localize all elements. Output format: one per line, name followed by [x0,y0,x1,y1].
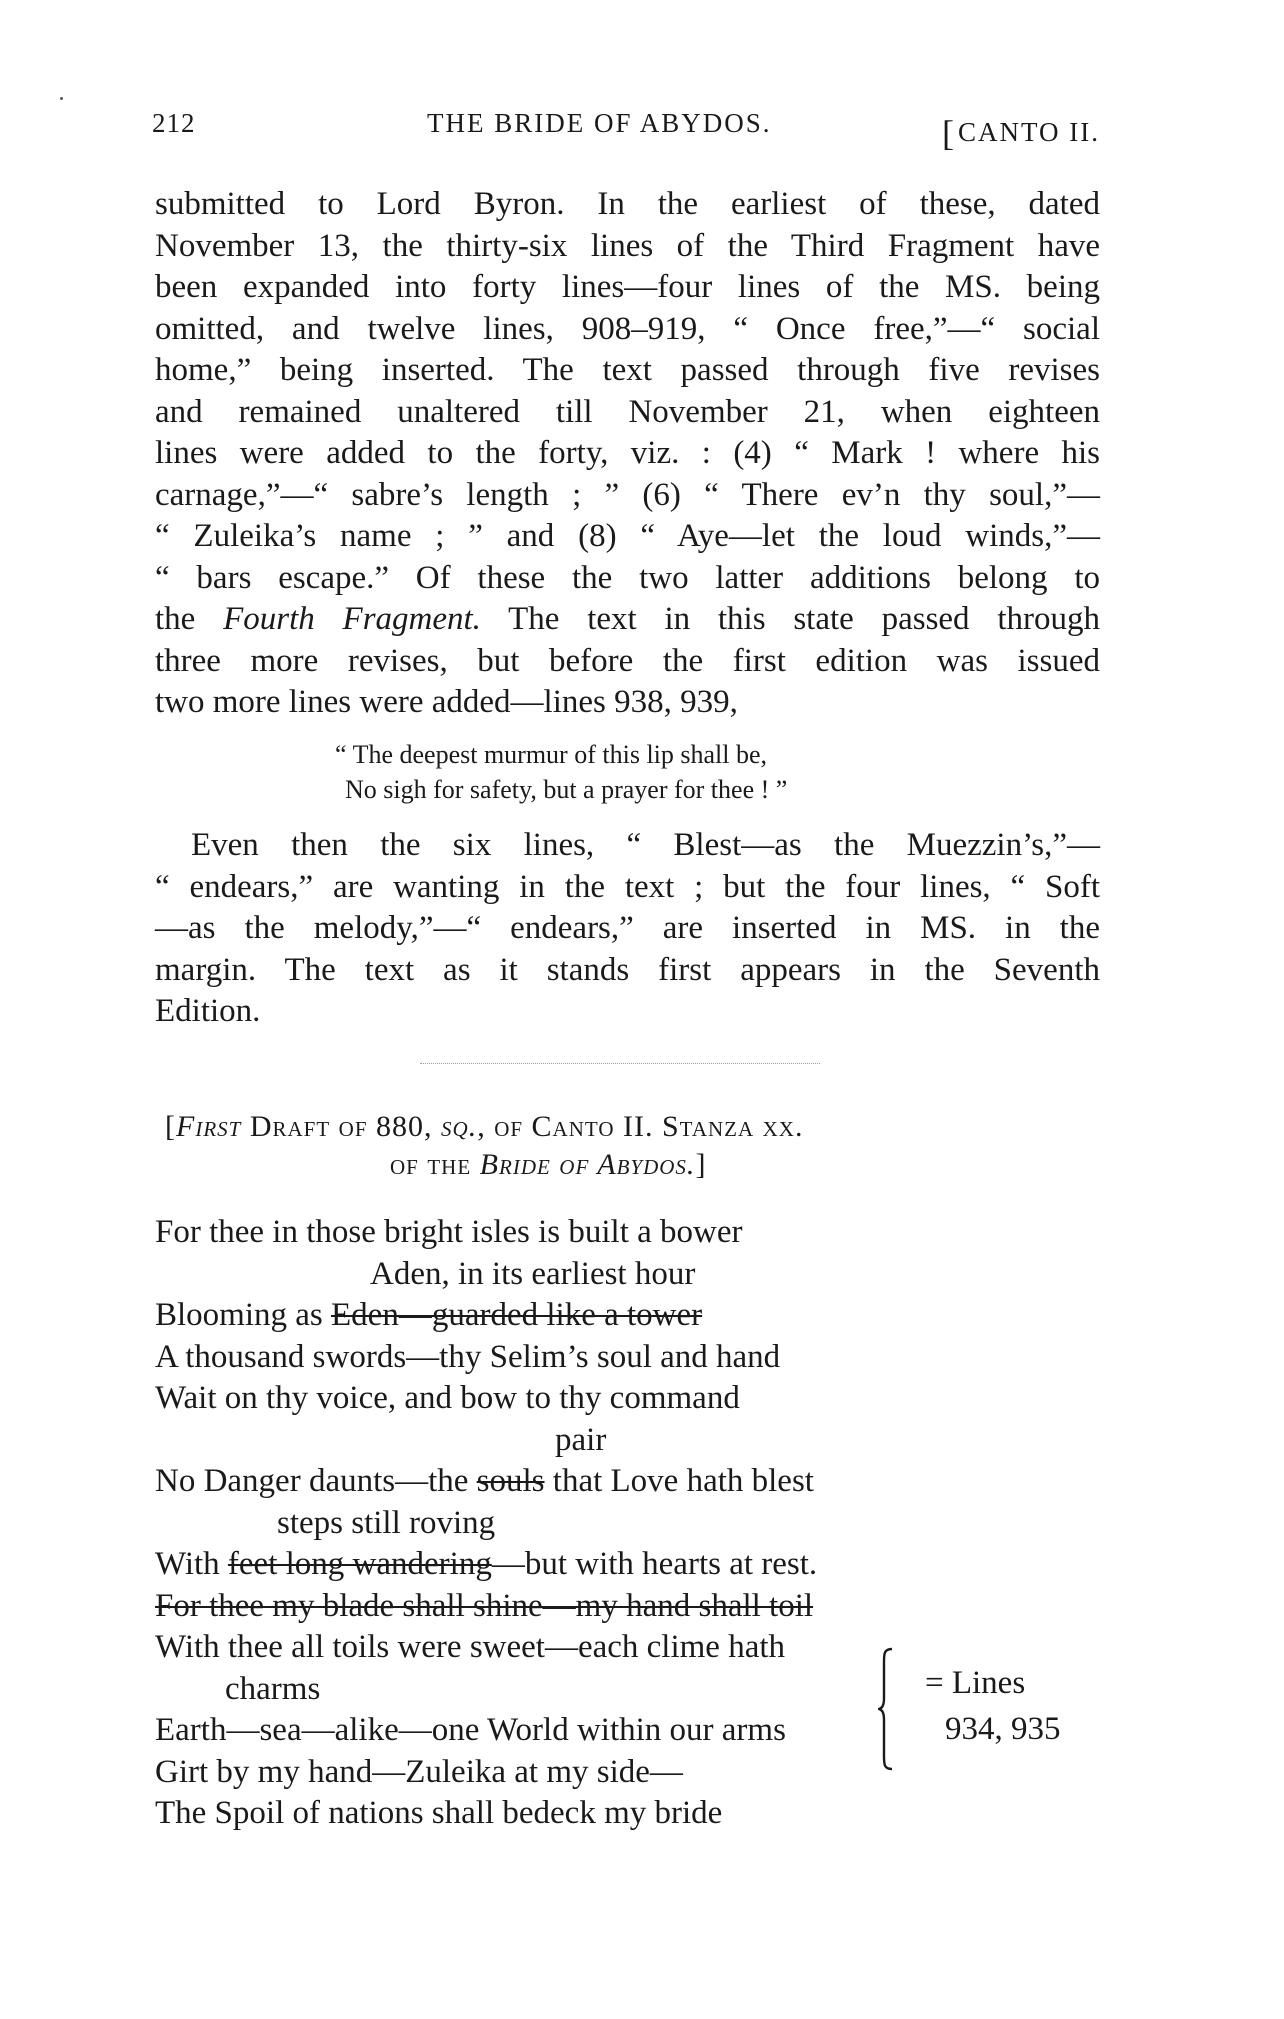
quote-line: “ The deepest murmur of this lip shall be, [335,740,768,769]
section-divider [420,1063,820,1066]
paragraph-2 [155,825,1100,1033]
poem-insertion: steps still roving [277,1504,496,1541]
running-title: THE BRIDE OF ABYDOS. [427,108,772,138]
italic-fourth-fragment: Fourth Fragment. [223,601,481,637]
poem-line: With feet long wandering—but with hearts at rest. [155,1546,818,1582]
struck-text: For thee my blade shall shine—my hand shall toil [155,1587,814,1624]
text-line: Even then the six lines, “ Blest—as the Muezzin’s,”— [191,827,1100,863]
poem-line: No Danger daunts—the souls that Love hath blest [155,1463,814,1499]
quote-line: No sigh for safety, but a prayer for thee ! ” [345,775,788,804]
text-line: “ endears,” are wanting in the text ; but the four lines, “ Soft [155,868,1100,905]
struck-text: souls [476,1463,545,1499]
poem-insertion: pair [555,1421,607,1458]
poem-line [155,1586,915,1628]
struck-text: feet long wandering [227,1546,492,1582]
print-speck [60,97,63,100]
text-line: submitted to Lord Byron. In the earliest of these, dated [155,186,1100,222]
margin-note: = Lines 934, 935 [925,1665,1061,1747]
paragraph-1 [155,184,1100,724]
page-number: 212 [152,108,196,138]
text-line: been expanded into forty lines—four lines of the MS. being [155,269,1100,305]
text-line: November 13, the thirty-six lines of the Third Fragment have [155,227,1100,264]
poem-line: Earth—sea—alike—one World within our arms [155,1712,786,1748]
curly-brace-icon [878,1646,898,1772]
running-header [152,108,1100,153]
text-line: the Fourth Fragment. The text in this state passed through [155,601,1100,637]
poem-line: For thee in those bright isles is built a bower [155,1214,743,1250]
section-heading: [First Draft of 880, sq., of Canto II. Stanza xx. of the Bride of Abydos.] [165,1110,804,1181]
poem-line: The Spoil of nations shall bedeck my bride [155,1795,723,1831]
poem-line: With thee all toils were sweet—each clime hath [155,1629,786,1665]
text-line: three more revises, but before the first edition was issued [155,642,1100,679]
text-line: and remained unaltered till November 21, when eighteen [155,393,1100,430]
text-line: two more lines were added—lines 938, 939, [155,684,738,720]
text-line: —as the melody,”—“ endears,” are inserted in MS. in the [155,910,1100,946]
draft-poem [155,1212,915,1835]
poem-line: Girt by my hand—Zuleika at my side— [155,1753,683,1790]
poem-line: charms [225,1670,321,1707]
text-line: “ Zuleika’s name ; ” and (8) “ Aye—let the loud winds,”— [155,518,1100,554]
text-line: “ bars escape.” Of these the two latter additions belong to [155,559,1100,596]
text-line: omitted, and twelve lines, 908–919, “ Once free,”—“ social [155,310,1100,347]
text-line: home,” being inserted. The text passed through five revises [155,352,1100,388]
poem-line: Wait on thy voice, and bow to thy command [155,1380,740,1416]
text-line: margin. The text as it stands first appears in the Seventh [155,951,1100,988]
text-line: lines were added to the forty, viz. : (4) “ Mark ! where his [155,435,1100,471]
struck-text: Eden—guarded like a tower [331,1297,703,1333]
canto-label: [CANTO II. [942,113,1100,153]
poem-insertion: Aden, in its earliest hour [370,1255,696,1292]
poem-line: Blooming as Eden—guarded like a tower [155,1297,703,1333]
block-quote [335,737,1035,807]
poem-line: A thousand swords—thy Selim’s soul and hand [155,1338,781,1375]
text-line: Edition. [155,993,261,1029]
text-line: carnage,”—“ sabre’s length ; ” (6) “ There ev’n thy soul,”— [155,476,1100,513]
